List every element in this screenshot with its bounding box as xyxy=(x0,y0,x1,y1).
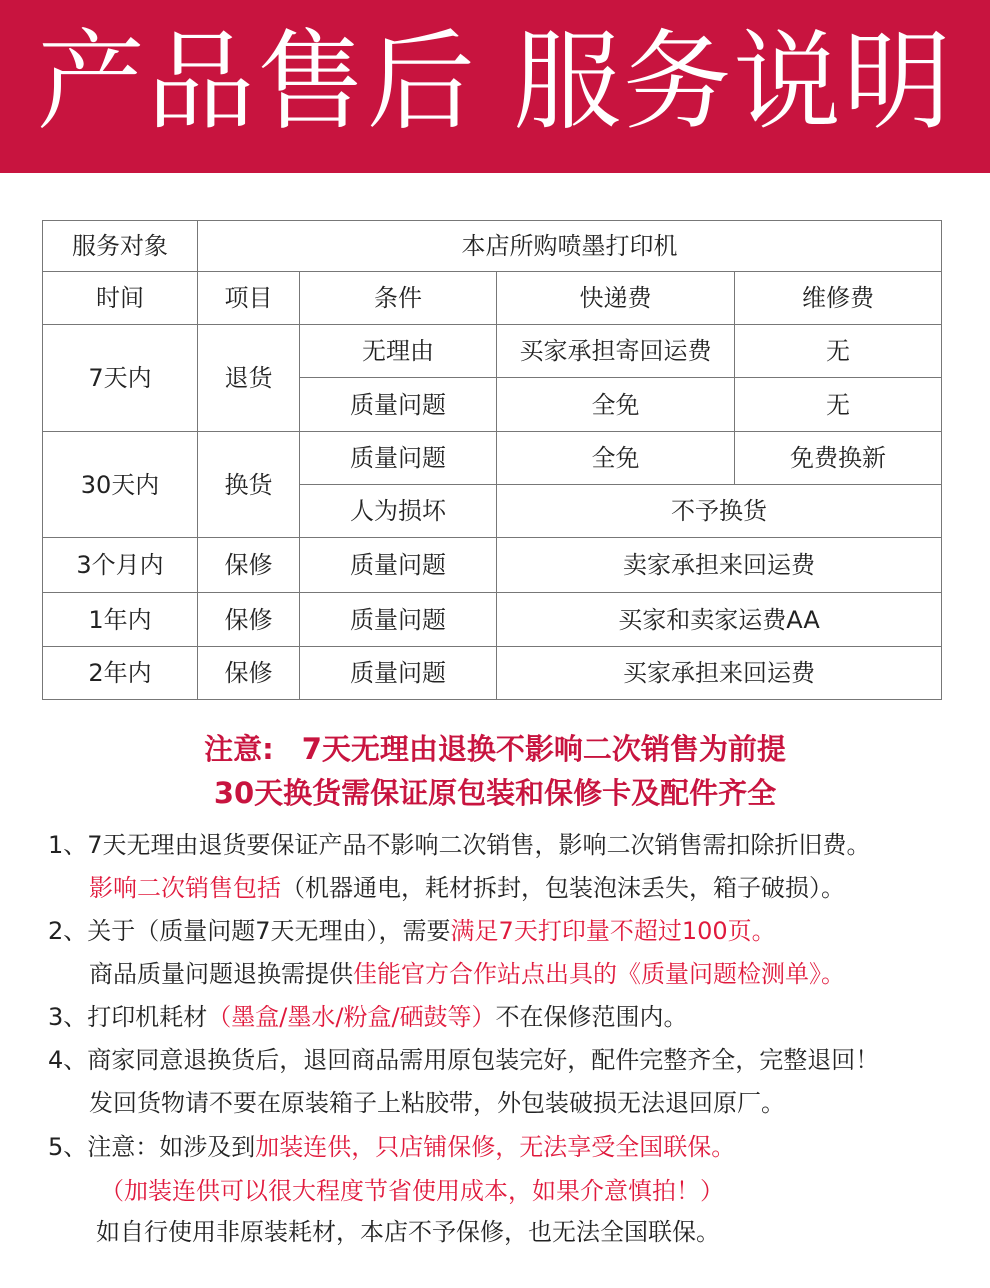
cell-condition: 人为损坏 xyxy=(300,485,497,538)
header-repair: 维修费 xyxy=(735,272,942,325)
note-1 xyxy=(48,828,871,862)
table-header-row xyxy=(43,272,942,325)
table-row xyxy=(43,221,942,272)
cell-item: 保修 xyxy=(198,647,300,700)
note-5-aside xyxy=(100,1174,724,1208)
note-3-highlight: （墨盒/墨水/粉盒/硒鼓等） xyxy=(207,1003,496,1031)
cell-condition: 质量问题 xyxy=(300,432,497,485)
cell-item: 换货 xyxy=(198,432,300,538)
table-row xyxy=(43,647,942,700)
cell-time: 30天内 xyxy=(43,432,198,538)
notice-text-2: 30天换货需保证原包装和保修卡及配件齐全 xyxy=(213,776,777,810)
cell-condition: 质量问题 xyxy=(300,593,497,647)
cell-item: 保修 xyxy=(198,538,300,593)
cell-condition: 无理由 xyxy=(300,325,497,378)
cell-time: 1年内 xyxy=(43,593,198,647)
page-title: 产品售后 服务说明 xyxy=(36,20,954,145)
header-item: 项目 xyxy=(198,272,300,325)
note-2-detail-highlight: 佳能官方合作站点出具的《质量问题检测单》。 xyxy=(353,960,845,988)
cell-result: 卖家承担来回运费 xyxy=(497,538,942,593)
service-table xyxy=(42,220,942,700)
cell-condition: 质量问题 xyxy=(300,538,497,593)
notice-text-1: 7天无理由退换不影响二次销售为前提 xyxy=(301,732,786,766)
header-time: 时间 xyxy=(43,272,198,325)
table-row xyxy=(43,593,942,647)
cell-time: 7天内 xyxy=(43,325,198,432)
note-5 xyxy=(48,1130,735,1164)
cell-shipping: 全免 xyxy=(497,378,735,432)
title-banner xyxy=(0,0,990,173)
note-3-text: 3、打印机耗材 xyxy=(48,1003,208,1031)
cell-repair: 无 xyxy=(735,378,942,432)
note-2-detail xyxy=(89,957,845,991)
cell-result: 买家承担来回运费 xyxy=(497,647,942,700)
service-target-label: 服务对象 xyxy=(43,221,198,272)
note-1-text: 1、7天无理由退货要保证产品不影响二次销售，影响二次销售需扣除折旧费。 xyxy=(48,831,871,859)
note-4-text: 4、商家同意退换货后，退回商品需用原包装完好，配件完整齐全，完整退回！ xyxy=(48,1046,880,1074)
note-2-detail-text: 商品质量问题退换需提供 xyxy=(89,960,353,988)
cell-shipping: 全免 xyxy=(497,432,735,485)
cell-item: 退货 xyxy=(198,325,300,432)
note-5-detail xyxy=(96,1215,720,1249)
note-4 xyxy=(48,1043,879,1077)
note-3-text-end: 不在保修范围内。 xyxy=(495,1003,688,1031)
header-shipping: 快递费 xyxy=(497,272,735,325)
cell-condition: 质量问题 xyxy=(300,378,497,432)
note-1-detail-text: （机器通电，耗材拆封，包装泡沫丢失，箱子破损）。 xyxy=(281,874,845,902)
cell-time: 2年内 xyxy=(43,647,198,700)
note-5-aside-text: （加装连供可以很大程度节省使用成本，如果介意慎拍！） xyxy=(100,1177,724,1205)
cell-result: 不予换货 xyxy=(497,485,942,538)
note-5-highlight: 加装连供，只店铺保修，无法享受全国联保。 xyxy=(255,1133,736,1161)
cell-result: 买家和卖家运费AA xyxy=(497,593,942,647)
service-target-value: 本店所购喷墨打印机 xyxy=(198,221,942,272)
note-5-text: 5、注意：如涉及到 xyxy=(48,1133,256,1161)
cell-repair: 无 xyxy=(735,325,942,378)
cell-repair: 免费换新 xyxy=(735,432,942,485)
note-2 xyxy=(48,914,776,948)
cell-time: 3个月内 xyxy=(43,538,198,593)
cell-shipping: 买家承担寄回运费 xyxy=(497,325,735,378)
notice-line-1 xyxy=(0,729,990,769)
table-row xyxy=(43,538,942,593)
header-condition: 条件 xyxy=(300,272,497,325)
note-4-detail xyxy=(89,1086,785,1120)
table-row xyxy=(43,432,942,485)
cell-item: 保修 xyxy=(198,593,300,647)
cell-condition: 质量问题 xyxy=(300,647,497,700)
table-row xyxy=(43,325,942,378)
note-1-detail-highlight: 影响二次销售包括 xyxy=(89,874,281,902)
notice-line-2 xyxy=(0,773,990,813)
note-1-detail xyxy=(89,871,845,905)
note-2-highlight: 满足7天打印量不超过100页。 xyxy=(450,917,776,945)
notice-label: 注意: xyxy=(204,732,274,766)
note-3 xyxy=(48,1000,688,1034)
note-5-detail-text: 如自行使用非原装耗材，本店不予保修，也无法全国联保。 xyxy=(96,1218,720,1246)
note-4-detail-text: 发回货物请不要在原装箱子上粘胶带，外包装破损无法退回原厂。 xyxy=(89,1089,785,1117)
note-2-text: 2、关于（质量问题7天无理由），需要 xyxy=(48,917,451,945)
